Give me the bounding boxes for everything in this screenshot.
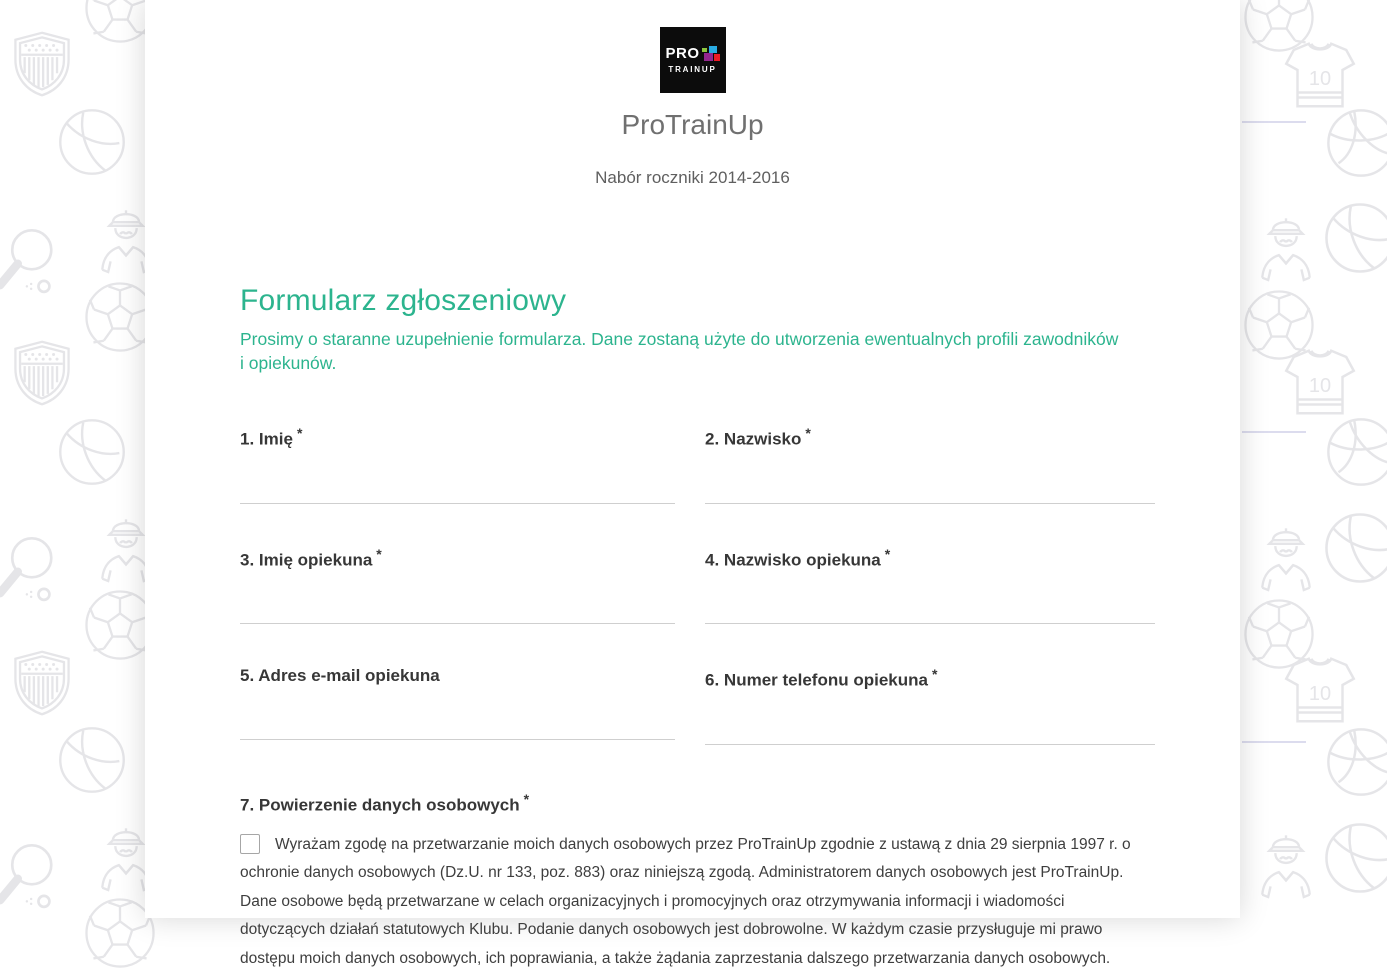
field-line-decoration <box>1242 431 1306 433</box>
page-title: ProTrainUp <box>145 109 1240 141</box>
coach-icon <box>1248 210 1324 286</box>
basketball-icon <box>57 417 127 487</box>
field-label: 4. Nazwisko opiekuna * <box>705 546 1155 571</box>
table-tennis-icon <box>0 531 61 609</box>
field-email-opiekuna <box>240 666 675 745</box>
table-tennis-icon <box>0 223 61 301</box>
section-heading: Formularz zgłoszeniowy <box>240 284 1155 318</box>
field-telefon-opiekuna <box>705 666 1155 745</box>
imie-input[interactable] <box>240 484 675 504</box>
logo-pixel-heart <box>702 46 720 62</box>
basketball-icon <box>57 107 127 177</box>
field-label: 1. Imię * <box>240 425 675 450</box>
field-label: 3. Imię opiekuna * <box>240 546 675 571</box>
nazwisko-opiekuna-input[interactable] <box>705 604 1155 624</box>
shield-crest-icon <box>5 27 79 101</box>
jersey-icon <box>1280 650 1360 730</box>
volleyball-icon <box>1325 107 1387 179</box>
table-tennis-icon <box>0 838 61 916</box>
required-asterisk: * <box>376 546 381 562</box>
required-asterisk: * <box>297 425 302 441</box>
email-opiekuna-input[interactable] <box>240 720 675 740</box>
field-label: 2. Nazwisko * <box>705 425 1155 450</box>
basketball-icon <box>1323 201 1387 275</box>
section-description: Prosimy o staranne uzupełnienie formularza. Dane zostaną użyte do utworzenia ewentualnych profili zawodników i opiekunów. <box>240 327 1120 375</box>
consent-checkbox[interactable] <box>240 834 260 854</box>
field-line-decoration <box>1242 741 1306 743</box>
field-label: 5. Adres e-mail opiekuna <box>240 666 675 686</box>
imie-opiekuna-input[interactable] <box>240 604 675 624</box>
required-asterisk: * <box>805 425 810 441</box>
basketball-icon <box>1323 511 1387 585</box>
jersey-icon <box>1280 342 1360 422</box>
required-asterisk: * <box>885 546 890 562</box>
nazwisko-input[interactable] <box>705 484 1155 504</box>
consent-section <box>240 791 1155 973</box>
shield-crest-icon <box>5 646 79 720</box>
field-nazwisko-opiekuna <box>705 546 1155 625</box>
logo-pro-text: PRO <box>665 46 699 61</box>
shield-crest-icon <box>5 336 79 410</box>
protrainup-logo <box>660 27 726 93</box>
volleyball-icon <box>1325 726 1387 798</box>
coach-icon <box>1248 520 1324 596</box>
logo-trainup-text: TRAINUP <box>668 65 716 74</box>
field-nazwisko <box>705 425 1155 504</box>
form-card <box>145 0 1240 918</box>
field-imie <box>240 425 675 504</box>
telefon-opiekuna-input[interactable] <box>705 725 1155 745</box>
required-asterisk: * <box>932 666 937 682</box>
volleyball-icon <box>1325 416 1387 488</box>
coach-icon <box>1248 827 1324 903</box>
form-section <box>240 284 1155 973</box>
field-label: 6. Numer telefonu opiekuna * <box>705 666 1155 691</box>
consent-paragraph <box>240 831 1138 973</box>
consent-heading: 7. Powierzenie danych osobowych * <box>240 791 1155 816</box>
consent-text: Wyrażam zgodę na przetwarzanie moich danych osobowych przez ProTrainUp zgodnie z ustawą z dnia 29 sierpnia 1997 r. o ochronie danych osobowych (Dz.U. nr 133, poz. 883) oraz niniejszą zgodą. Administratorem danych osobowych jest ProTrainUp. Dane osobowe będą przetwarzane w celach organizacyjnych i promocyjnych oraz otrzymywania informacji i wiadomości dotyczących działań statutowych Klubu. Podanie danych osobowych jest dobrowolne. W każdym czasie przysługuje mi prawo dostępu moich danych osobowych, ich poprawiania, a także żądania zaprzestania dalszego przetwarzania danych osobowych. <box>240 836 1131 967</box>
field-line-decoration <box>1242 121 1306 123</box>
basketball-icon <box>1323 821 1387 895</box>
basketball-icon <box>57 725 127 795</box>
fields-grid <box>240 425 1155 745</box>
jersey-icon <box>1280 35 1360 115</box>
field-imie-opiekuna <box>240 546 675 625</box>
required-asterisk: * <box>524 791 529 807</box>
form-subtitle: Nabór roczniki 2014-2016 <box>145 168 1240 188</box>
